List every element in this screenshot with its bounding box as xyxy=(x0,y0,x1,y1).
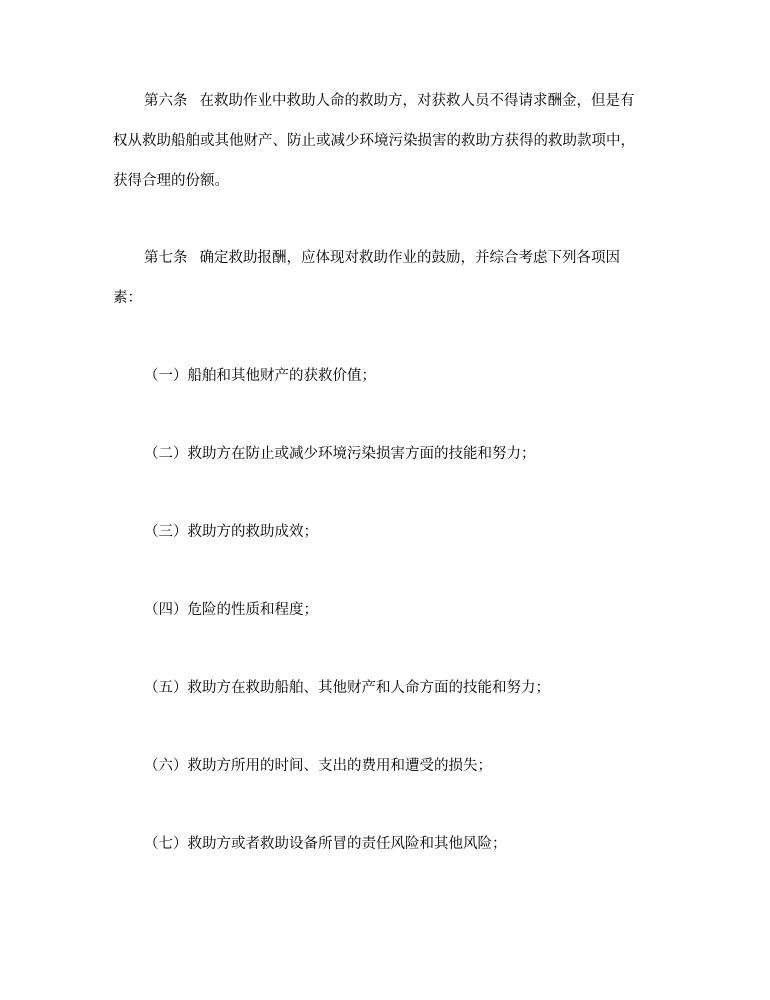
article-6-line-1 xyxy=(113,81,658,121)
article-6-line-3: 获得合理的份额。 xyxy=(113,173,229,189)
article-6-paragraph xyxy=(113,81,658,201)
article-6-text-1: 在救助作业中救助人命的救助方，对获救人员不得请求酬金，但是有 xyxy=(199,93,635,109)
list-item-2: （二）救助方在防止或减少环境污染损害方面的技能和努力； xyxy=(144,446,536,462)
list-item-3: （三）救助方的救助成效； xyxy=(144,524,318,540)
article-7-paragraph xyxy=(113,238,658,318)
article-6-line-2: 权从救助船舶或其他财产、防止或减少环境污染损害的救助方获得的救助款项中， xyxy=(113,133,635,149)
list-item-4: （四）危险的性质和程度； xyxy=(144,602,318,618)
article-7-line-1 xyxy=(113,238,658,278)
list-item-5: （五）救助方在救助船舶、其他财产和人命方面的技能和努力； xyxy=(144,680,550,696)
article-7-text-1: 确定救助报酬，应体现对救助作业的鼓励，并综合考虑下列各项因 xyxy=(199,250,620,266)
list-item-1: （一）船舶和其他财产的获救价值； xyxy=(144,368,376,384)
article-7-line-2: 素： xyxy=(113,290,142,306)
article-6-label: 第六条 xyxy=(144,93,188,109)
article-7-label: 第七条 xyxy=(144,250,188,266)
list-item-6: （六）救助方所用的时间、支出的费用和遭受的损失； xyxy=(144,758,492,774)
list-item-7: （七）救助方或者救助设备所冒的责任风险和其他风险； xyxy=(144,836,507,852)
